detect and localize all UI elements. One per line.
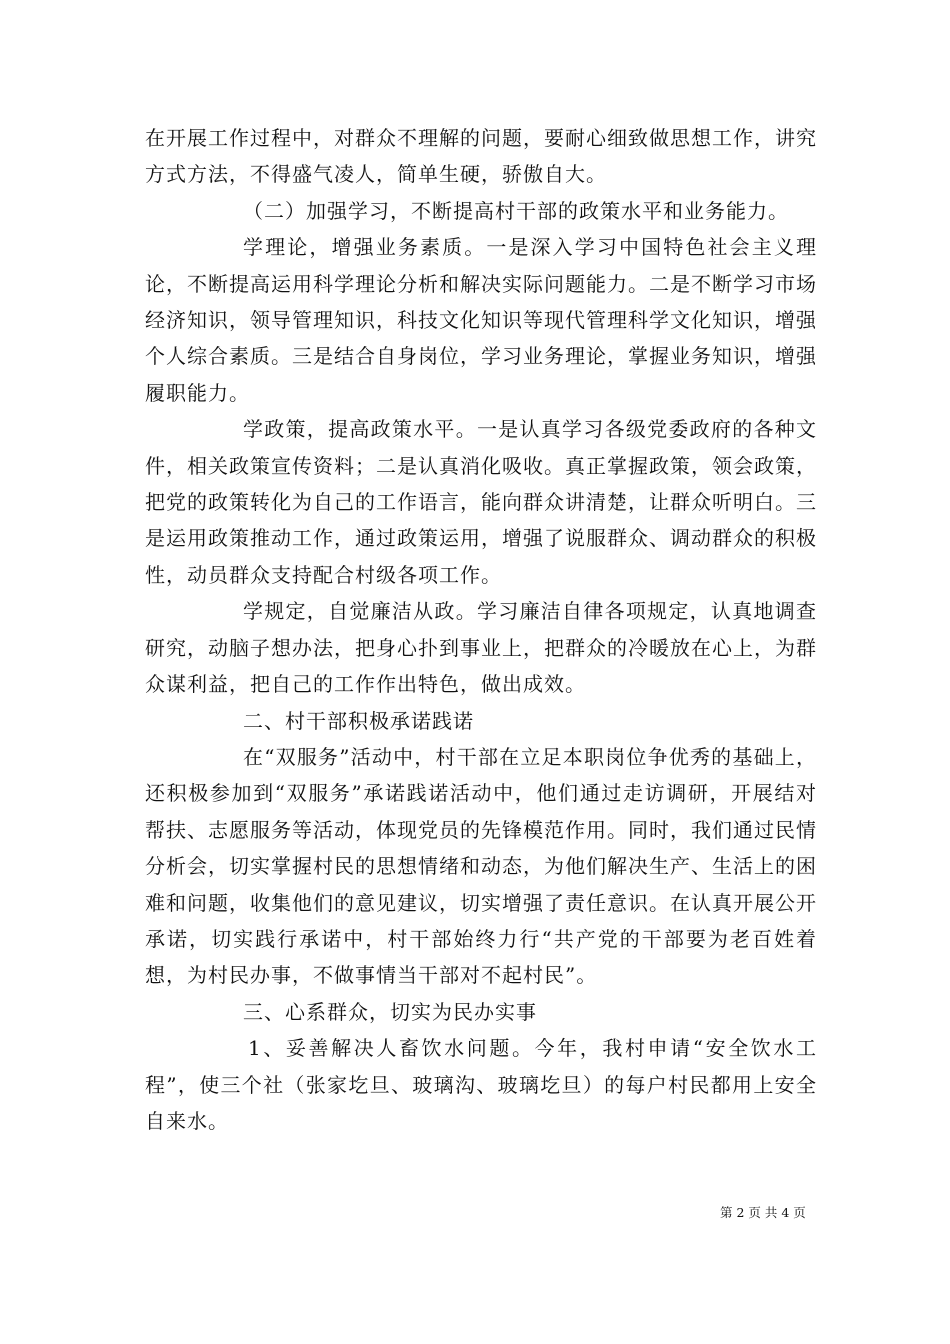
- document-body: [145, 120, 817, 1139]
- page-number-footer: 第 2 页 共 4 页: [720, 1205, 806, 1220]
- paragraph-double-service: 在“双服务”活动中，村干部在立足本职岗位争优秀的基础上，还积极参加到“双服务”承诺践诺活动中，他们通过走访调研，开展结对帮扶、志愿服务等活动，体现党员的先锋模范作用。同时，我们通过民情分析会，切实掌握村民的思想情绪和动态，为他们解决生产、生活上的困难和问题，收集他们的意见建议，切实增强了责任意识。在认真开展公开承诺，切实践行承诺中，村干部始终力行“共产党的干部要为老百姓着想，为村民办事，不做事情当干部对不起村民”。: [145, 744, 817, 988]
- heading-section-two: 二、村干部积极承诺践诺: [243, 708, 474, 733]
- paragraph-study-policy: 学政策，提高政策水平。一是认真学习各级党委政府的各种文件，相关政策宣传资料；二是认真消化吸收。真正掌握政策，领会政策，把党的政策转化为自己的工作语言，能向群众讲清楚，让群众听明白。三是运用政策推动工作，通过政策运用，增强了说服群众、调动群众的积极性，动员群众支持配合村级各项工作。: [145, 417, 817, 587]
- paragraph-work-attitude: 在开展工作过程中，对群众不理解的问题，要耐心细致做思想工作，讲究方式方法，不得盛气凌人，简单生硬，骄傲自大。: [145, 126, 817, 187]
- paragraph-drinking-water: 1、妥善解决人畜饮水问题。今年，我村申请“安全饮水工程”，使三个社（张家圪旦、玻璃沟、玻璃圪旦）的每户村民都用上安全自来水。: [145, 1036, 817, 1133]
- paragraph-study-regulations: 学规定，自觉廉洁从政。学习廉洁自律各项规定，认真地调查研究，动脑子想办法，把身心扑到事业上，把群众的冷暖放在心上，为群众谋利益，把自己的工作作出特色，做出成效。: [145, 599, 817, 697]
- heading-section-three: 三、心系群众，切实为民办实事: [243, 999, 537, 1024]
- heading-strengthen-learning: （二）加强学习，不断提高村干部的政策水平和业务能力。: [243, 198, 789, 223]
- paragraph-study-theory: 学理论，增强业务素质。一是深入学习中国特色社会主义理论，不断提高运用科学理论分析和解决实际问题能力。二是不断学习市场经济知识，领导管理知识，科技文化知识等现代管理科学文化知识，增强个人综合素质。三是结合自身岗位，学习业务理论，掌握业务知识，增强履职能力。: [145, 235, 817, 405]
